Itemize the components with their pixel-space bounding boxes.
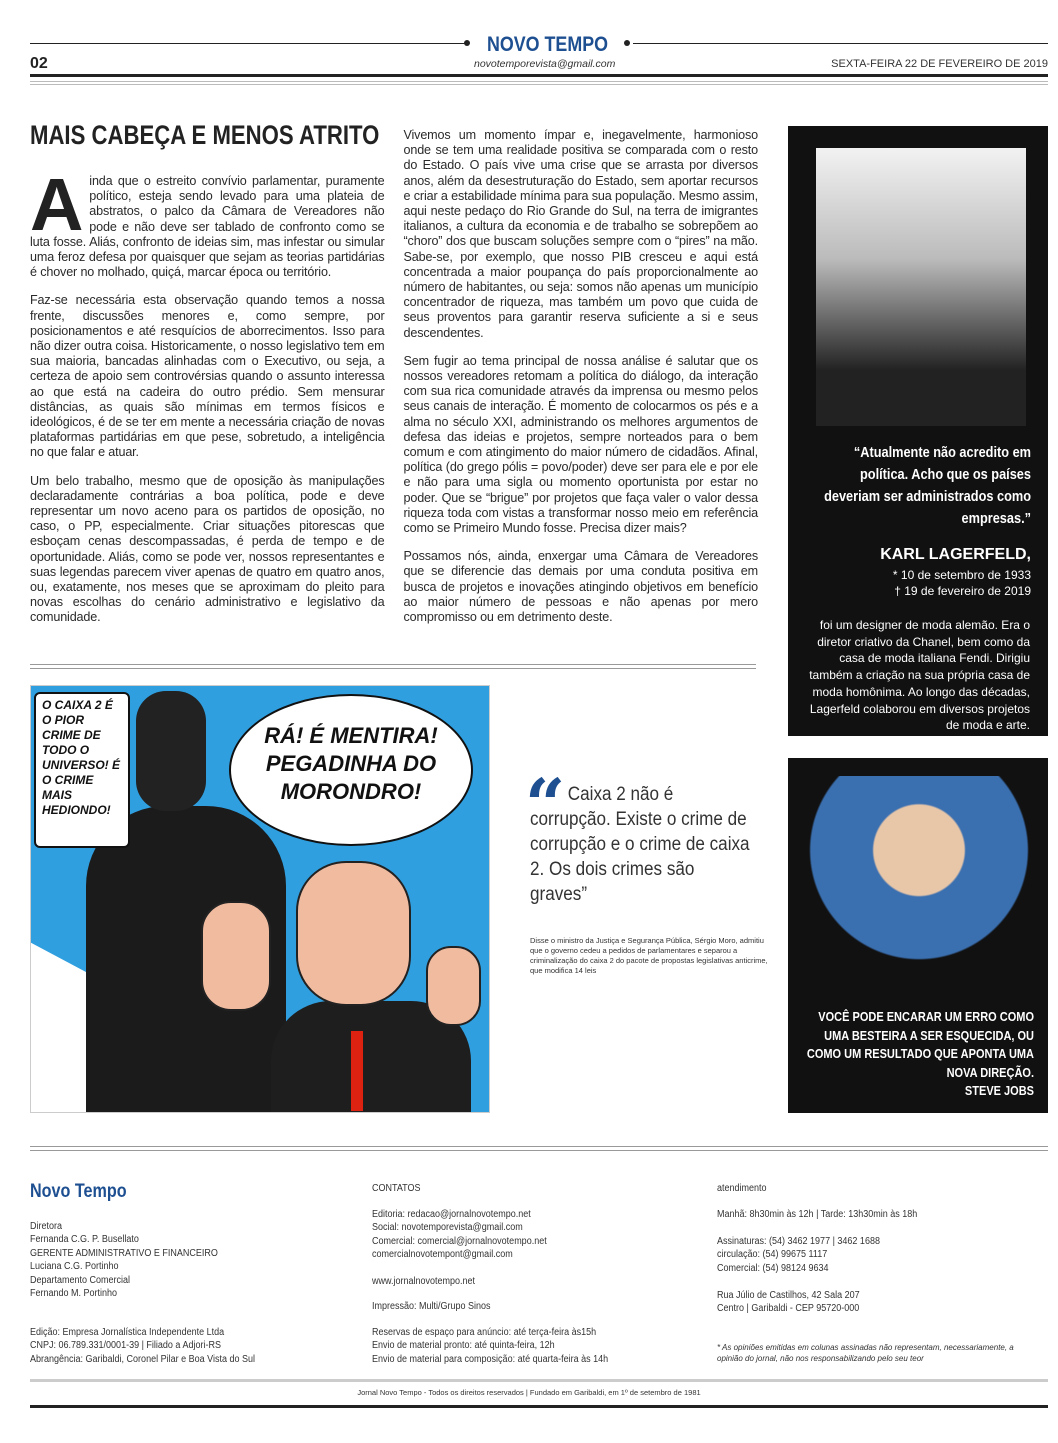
pull-quote: Caixa 2 não é corrupção. Existe o crime de corrupção e o crime de caixa 2. Os dois crimes são graves” — [530, 784, 750, 905]
contacts-title: CONTATOS — [372, 1183, 421, 1194]
address — [717, 1289, 860, 1316]
header-email: novotemporevista@gmail.com — [474, 58, 616, 70]
article-title: MAIS CABEÇA E MENOS ATRITO — [30, 120, 380, 150]
address-line: Centro | Garibaldi - CEP 95720-000 — [717, 1303, 860, 1315]
staff-line: GERENTE ADMINISTRATIVO E FINANCEIRO — [30, 1247, 218, 1259]
lagerfeld-bio: foi um designer de moda alemão. Era o diretor criativo da Chanel, bem como da casa de moda italiana Fendi. Dirigiu também a criação na sua própria casa de moda homônima. Ao longo das décadas, Lagerfeld colaborou em diversos projetos de moda e arte. — [809, 618, 1030, 733]
paragraph: Sem fugir ao tema principal de nossa análise é salutar que os nossos vereadores retomam a política do diálogo, da interação com sua rica comunidade através da imprensa ou mesmo pelos seus canais de interação. É momento de colocarmos os pés e a alma no século XXI, administrando os melhores argumentos de defesa das ideias e projetos, sempre norteados para o bem comum e com atingimento do maior número de cidadãos. Afinal, política (do grego pólis = povo/poder) deve ser para ele e por ele e não para uma sigla ou momento oportunista por estar no poder. Que se “brigue” por projetos que faça valer o valor dessa riqueza toda com vistas a transformar nosso meio em referência como se Primeiro Mundo fosse. Precisa dizer mais? — [403, 353, 758, 536]
contact-line[interactable]: Social: novotemporevista@gmail.com — [372, 1222, 523, 1234]
footer-brand: Novo Tempo — [30, 1181, 127, 1202]
bullet — [624, 40, 630, 46]
paragraph: Possamos nós, ainda, enxergar uma Câmara de Vereadores que se diferencie das demais por uma conduta positiva em busca de projetos e inovações atingindo objetivos em benefício ao maior número de pessoas e não apenas por mero compromisso ou em detrimento deste. — [403, 549, 758, 625]
paragraph: Um belo trabalho, mesmo que de oposição às manipulações declaradamente contrárias a boa política, pode e deve representar um novo aceno para os partidos de oposição, no caso, o PP, especialmente. Criar situações pitorescas que esboçam cenas descompassadas, é perda de tempo e de oportunidade. Aliás, como se pode ver, nossos representantes e suas legendas parecem viver apenas de quatro em quatro anos, ou, exatamente, nos meses que se aproximam do pleito para novas escolhas do cenário administrativo e legislativo da comunidade. — [30, 473, 385, 625]
info-line: CNPJ: 06.789.331/0001-39 | Filiado a Adjori-RS — [30, 1340, 221, 1352]
phone-line: Assinaturas: (54) 3462 1977 | 3462 1688 — [717, 1236, 880, 1247]
contacts-list — [372, 1208, 547, 1262]
lagerfeld-died: † 19 de fevereiro de 2019 — [894, 584, 1031, 598]
speech-bubble-1: O CAIXA 2 É O PIOR CRIME DE TODO O UNIVERSO! É O CRIME MAIS HEDIONDO! — [34, 692, 130, 848]
footer-rule — [30, 1379, 1048, 1382]
jobs-box — [788, 758, 1048, 1113]
staff-line: Departamento Comercial — [30, 1274, 131, 1286]
header-date: SEXTA-FEIRA 22 DE FEVEREIRO DE 2019 — [831, 58, 1048, 70]
disclaimer: * As opiniões emitidas em colunas assinadas não representam, necessariamente, a opinião do jornal, não nos responsabilizando pelo seu teor — [717, 1343, 1014, 1363]
copyright: Jornal Novo Tempo - Todos os direitos reservados | Fundado em Garibaldi, em 1º de setembro de 1981 — [357, 1388, 701, 1397]
deadline-line: Envio de material pronto: até quinta-feira, 12h — [372, 1340, 555, 1352]
cartoon-hand — [426, 946, 481, 1026]
lagerfeld-box — [788, 126, 1048, 736]
company-info — [30, 1326, 255, 1366]
jobs-quote-block — [793, 1008, 1034, 1101]
pull-quote-caption: Disse o ministro da Justiça e Segurança Pública, Sérgio Moro, admitiu que o governo cedeu a pedidos de parlamentares e separou a criminalização do caixa 2 do pacote de propostas legislativas anticrime, que modifica 14 leis — [530, 936, 768, 975]
bottom-rule — [30, 1405, 1048, 1408]
cartoon-head-back — [136, 691, 206, 811]
paragraph: Vivemos um momento ímpar e, inegavelmente, harmonioso onde se tem uma realidade positiva se comparada com o resto do Estado. O país vive uma crise que se arrasta por diversos anos, além da desestruturação do Estado, sem aportar recursos e criar a estabilidade mínima para sua população. Mesmo assim, aqui neste pedaço do Rio Grande do Sul, na terra de imigrantes italianos, a cultura da economia e de trabalho se sobrepõem ao “choro” dos que buscam soluções sempre com o “pires” na mão. Sabe-se, por exemplo, que nosso PIB cresceu e aqui está concentrada a maior poupança do país proporcionalmente ao número de habitantes, ou seja: somos não apenas um município concentrador de riqueza, mas também um povo que cuida de seus proventos para garantir reserva suficiente a si e seus descendentes. — [403, 128, 758, 340]
speech-bubble-2: RÁ! É MENTIRA! PEGADINHA DO MORONDRO! — [229, 694, 473, 846]
lagerfeld-photo — [816, 148, 1026, 426]
contact-line[interactable]: comercialnovotempont@gmail.com — [372, 1249, 513, 1261]
quote-mark-icon: “ — [525, 763, 566, 846]
title-spacer — [30, 128, 385, 174]
jobs-photo — [803, 776, 1035, 988]
phone-line: Comercial: (54) 98124 9634 — [717, 1262, 829, 1274]
deadline-line: Envio de material para composição: até quarta-feira às 14h — [372, 1353, 609, 1365]
hours: Manhã: 8h30min às 12h | Tarde: 13h30min às 18h — [717, 1209, 918, 1220]
phone-line: circulação: (54) 99675 1117 — [717, 1249, 828, 1261]
hours-title: atendimento — [717, 1183, 767, 1194]
cartoon — [30, 685, 490, 1113]
lagerfeld-name: KARL LAGERFELD, — [880, 546, 1031, 563]
contact-line[interactable]: Comercial: comercial@jornalnovotempo.net — [372, 1235, 547, 1247]
staff-line: Diretora — [30, 1221, 63, 1232]
lagerfeld-quote: “Atualmente não acredito em política. Acho que os países deveriam ser administrados como empresas.” — [824, 444, 1031, 527]
header-rule — [30, 43, 467, 44]
staff-list — [30, 1220, 218, 1300]
cartoon-tie — [351, 1031, 363, 1111]
deadlines — [372, 1326, 608, 1366]
contact-line[interactable]: Editoria: redacao@jornalnovotempo.net — [372, 1209, 531, 1220]
staff-line: Luciana C.G. Portinho — [30, 1261, 119, 1273]
header-thin-rule — [30, 81, 1048, 85]
masthead-title: NOVO TEMPO — [487, 33, 609, 56]
jobs-name: STEVE JOBS — [964, 1084, 1034, 1098]
page-number: 02 — [30, 55, 48, 72]
jobs-quote: VOCÊ PODE ENCARAR UM ERRO COMO UMA BESTEIRA A SER ESQUECIDA, OU COMO UM RESULTADO QUE APONTA UMA NOVA DIREÇÃO. — [806, 1010, 1034, 1080]
bullet — [464, 40, 470, 46]
website-link[interactable]: www.jornalnovotempo.net — [372, 1276, 476, 1287]
print-info: Impressão: Multi/Grupo Sinos — [372, 1301, 491, 1312]
address-line: Rua Júlio de Castilhos, 42 Sala 207 — [717, 1290, 860, 1301]
dropcap: A — [30, 163, 84, 246]
header-thick-rule — [30, 74, 1048, 77]
footer-divider — [30, 1146, 1048, 1151]
lagerfeld-born: * 10 de setembro de 1933 — [892, 568, 1031, 582]
header-rule — [633, 43, 1048, 44]
info-line: Abrangência: Garibaldi, Coronel Pilar e Boa Vista do Sul — [30, 1353, 255, 1365]
paragraph: Faz-se necessária esta observação quando temos a nossa frente, discussões menores e, como sempre, por posicionamentos e até resquícios de aborrecimentos. Isso para não dizer outra coisa. Historicamente, o nosso legislativo tem em sua maioria, bancadas alinhadas com o Executivo, ou seja, a certeza de apoio sem controvérsias quando o assunto interessa ao que está na cadeira do outro prédio. Sem mensurar distâncias, as quais são mínimas em termos físicos e ideológicos, é de se ter em mente a necessária criação de novas plataformas partidárias em que pese, sobretudo, a inteligência no que falar e atuar. — [30, 293, 385, 460]
phones — [717, 1235, 880, 1275]
cartoon-hand — [201, 901, 271, 1011]
info-line: Edição: Empresa Jornalística Independente Ltda — [30, 1327, 225, 1338]
section-divider — [30, 664, 756, 669]
staff-line: Fernanda C.G. P. Busellato — [30, 1234, 139, 1246]
deadline-line: Reservas de espaço para anúncio: até terça-feira às15h — [372, 1327, 597, 1338]
staff-line: Fernando M. Portinho — [30, 1288, 118, 1300]
cartoon-face — [296, 861, 411, 1006]
article-body — [30, 128, 758, 632]
paragraph: inda que o estreito convívio parlamentar, puramente político, esteja sendo levado para uma plateia de abstratos, o palco da Câmara de Vereadores não pode e não deve ser tablado de confronto como se luta fosse. Aliás, confronto de ideias sim, mas infestar ou simular uma feroz defesa por quaisquer que sejam as teorias partidárias é chover no molhado, quiçá, marcar época ou território. — [30, 174, 385, 280]
